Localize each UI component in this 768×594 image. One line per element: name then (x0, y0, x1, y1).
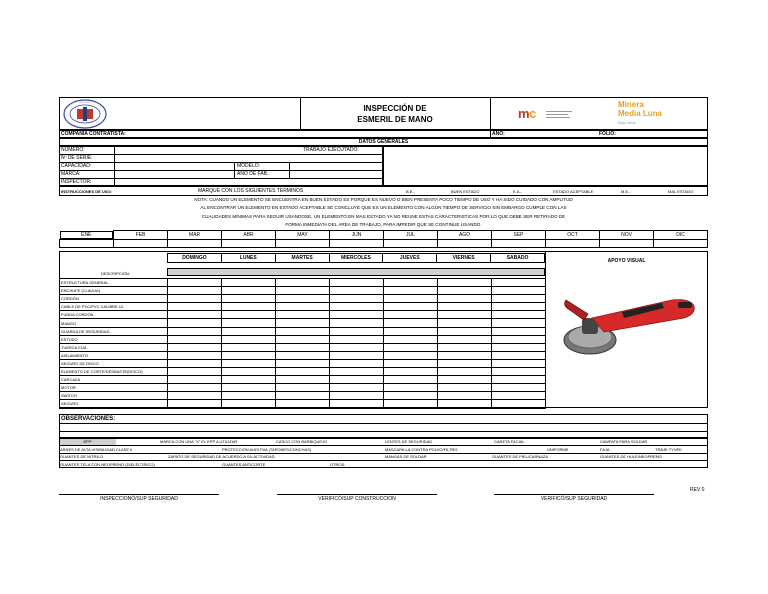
item-label: ESTRUCTURA GENERAL (60, 279, 168, 287)
epp-otros[interactable]: OTROS: (330, 461, 346, 467)
table-row (60, 368, 546, 376)
month-nov[interactable]: NOV (600, 231, 654, 240)
item-day-cell[interactable] (222, 400, 276, 408)
svg-text:c: c (529, 106, 537, 121)
item-day-cell[interactable] (384, 351, 438, 359)
epp-label: EPP (83, 439, 92, 444)
note-line-3: CUALIDADES MÍNIMAS PARA SEGUIR USANDOSE, UN ELEMENTO EN MAS ESTADO YA NO REUNE ESTAS CARACTERISTICAS POR LO QUE DEBE SER RETIRADO DE (201, 213, 566, 219)
table-row (60, 351, 546, 359)
brand-sub: Bajo Nivel (618, 120, 637, 125)
epp-mascarilla[interactable]: MASCARILLA CONTRA POLVO/FILTRO (385, 446, 458, 452)
epp-campata[interactable]: CAMPATA PARA SOLDAR (600, 439, 648, 444)
svg-text:m: m (518, 106, 530, 121)
item-label: TUERCA FIJA (60, 343, 168, 351)
day-miercoles: MIERCOLES (329, 254, 383, 263)
item-day-cell[interactable] (492, 400, 546, 408)
item-day-cell[interactable] (276, 295, 330, 303)
table-row (60, 287, 546, 295)
item-label: FUNDA CORDÓN (60, 311, 168, 319)
item-day-cell[interactable] (222, 287, 276, 295)
inspector-label: INSPECTOR: (61, 179, 92, 185)
folio-label: FOLIO: (599, 131, 616, 137)
item-day-cell[interactable] (438, 368, 492, 376)
item-day-cell[interactable] (438, 359, 492, 367)
day-martes: MARTES (275, 254, 329, 263)
signature-inspecciono[interactable]: INSPECCIONÓ/SUP SEGURIDAD (100, 496, 178, 502)
item-label: ENCHUFE (CLAVIJA) (60, 287, 168, 295)
item-day-cell[interactable] (276, 335, 330, 343)
table-row (60, 295, 546, 303)
item-day-cell[interactable] (492, 311, 546, 319)
epp-uniforme[interactable]: UNIFORME (547, 446, 569, 452)
instructions-row (59, 186, 708, 196)
item-day-cell[interactable] (330, 368, 384, 376)
month-jul[interactable]: JUL (384, 231, 438, 240)
item-day-cell[interactable] (330, 400, 384, 408)
item-day-cell[interactable] (222, 335, 276, 343)
item-day-cell[interactable] (222, 384, 276, 392)
item-day-cell[interactable] (330, 335, 384, 343)
table-row (60, 376, 546, 384)
table-row (60, 392, 546, 400)
item-day-cell[interactable] (384, 384, 438, 392)
item-day-cell[interactable] (438, 279, 492, 287)
month-mar[interactable]: MAR (168, 231, 222, 240)
angle-grinder-image (552, 288, 702, 368)
table-row (60, 279, 546, 287)
item-label: GUARDA DE SEGURIDAD (60, 327, 168, 335)
item-day-cell[interactable] (168, 279, 222, 287)
revision-label: REV 0 (690, 487, 705, 493)
item-day-cell[interactable] (168, 359, 222, 367)
item-day-cell[interactable] (276, 287, 330, 295)
item-day-cell[interactable] (438, 376, 492, 384)
item-day-cell[interactable] (438, 311, 492, 319)
items-table (59, 278, 545, 409)
item-day-cell[interactable] (492, 343, 546, 351)
item-day-cell[interactable] (222, 343, 276, 351)
item-day-cell[interactable] (492, 368, 546, 376)
item-day-cell[interactable] (330, 359, 384, 367)
item-label: CARCAZA (60, 376, 168, 384)
instructions-label: INSTRUCCIONES DE USO: (61, 188, 112, 194)
legend-me-code: M.E.- (621, 188, 631, 194)
day-lunes: LUNES (221, 254, 275, 263)
item-day-cell[interactable] (276, 376, 330, 384)
month-ene[interactable]: ENE (60, 231, 114, 239)
legend-be-code: B.E.- (406, 188, 415, 194)
item-day-cell[interactable] (222, 368, 276, 376)
epp-lentes[interactable]: LENTES DE SEGURIDAD (385, 439, 433, 444)
item-day-cell[interactable] (438, 384, 492, 392)
item-day-cell[interactable] (438, 287, 492, 295)
item-day-cell[interactable] (330, 392, 384, 400)
item-day-cell[interactable] (330, 343, 384, 351)
item-day-cell[interactable] (276, 384, 330, 392)
item-day-cell[interactable] (438, 392, 492, 400)
epp-nitrilo[interactable]: GUANTES DE NITRILO (60, 454, 103, 459)
item-day-cell[interactable] (168, 295, 222, 303)
item-day-cell[interactable] (168, 287, 222, 295)
item-day-cell[interactable] (330, 295, 384, 303)
epp-hule[interactable]: GUANTES DE HULE/NEOPRENO (600, 454, 662, 459)
item-day-cell[interactable] (438, 335, 492, 343)
item-day-cell[interactable] (276, 368, 330, 376)
marca-label: MARCA: (61, 171, 81, 177)
table-row (60, 303, 546, 311)
month-sep[interactable]: SEP (492, 231, 546, 240)
item-day-cell[interactable] (276, 311, 330, 319)
month-jun[interactable]: JUN (330, 231, 384, 240)
title-line-1: INSPECCIÓN DE (363, 104, 427, 113)
months-row (59, 230, 708, 246)
item-day-cell[interactable] (330, 311, 384, 319)
table-row (60, 400, 546, 408)
modelo-label: MODELO: (237, 163, 261, 169)
table-row (60, 343, 546, 351)
item-day-cell[interactable] (222, 376, 276, 384)
item-day-cell[interactable] (168, 335, 222, 343)
item-label: MOTOR (60, 384, 168, 392)
trabajo-label: TRABAJO EJECUTADO: (303, 147, 359, 153)
item-day-cell[interactable] (384, 392, 438, 400)
item-label: SEGURO (60, 400, 168, 408)
item-day-cell[interactable] (168, 368, 222, 376)
item-day-cell[interactable] (168, 303, 222, 311)
table-row (60, 327, 546, 335)
item-label: ELEMENTO DE CORTE/DESBASTE(DISCO) (60, 368, 168, 376)
item-day-cell[interactable] (222, 351, 276, 359)
item-day-cell[interactable] (222, 319, 276, 327)
document-title (300, 101, 490, 127)
legend-ea-text: ESTADO ACEPTABLE (553, 188, 594, 194)
table-row (60, 319, 546, 327)
item-day-cell[interactable] (330, 279, 384, 287)
item-label: CORDÓN (60, 295, 168, 303)
item-day-cell[interactable] (384, 303, 438, 311)
epp-table (59, 438, 708, 468)
apoyo-visual-label: APOYO VISUAL (607, 258, 646, 264)
item-label: AISLAMIENTO (60, 351, 168, 359)
item-day-cell[interactable] (438, 351, 492, 359)
title-line-2: ESMERIL DE MANO (357, 115, 433, 124)
epp-anticorte[interactable]: GUANTES ANTICORTE (222, 461, 266, 467)
month-oct[interactable]: OCT (546, 231, 600, 240)
item-day-cell[interactable] (492, 287, 546, 295)
numero-label: NUMERO: (61, 147, 85, 153)
item-day-cell[interactable] (384, 400, 438, 408)
item-day-cell[interactable] (384, 359, 438, 367)
epp-mangas[interactable]: MANGAS DE SOLDAR (385, 454, 427, 459)
brand-name-1: Minera (618, 100, 644, 109)
item-day-cell[interactable] (222, 359, 276, 367)
item-label: SEGURO DE DISCO (60, 359, 168, 367)
item-day-cell[interactable] (384, 376, 438, 384)
day-viernes: VIERNES (437, 254, 491, 263)
item-day-cell[interactable] (168, 319, 222, 327)
item-day-cell[interactable] (492, 351, 546, 359)
legend-ea-code: E.A.- (513, 188, 522, 194)
item-day-cell[interactable] (438, 343, 492, 351)
legend-be-text: BUEN ESTADO (451, 188, 480, 194)
item-day-cell[interactable] (330, 303, 384, 311)
item-day-cell[interactable] (276, 319, 330, 327)
item-label: MANGO (60, 319, 168, 327)
epp-zapato[interactable]: ZAPATO DE SEGURIDAD DE ACUERDO A SU ACTIVIDAD (168, 454, 275, 459)
capacidad-label: CAPACIDAD: (61, 163, 92, 169)
instructions-marque: MARQUE CON LOS SIGUIENTES TERMINOS (198, 188, 304, 194)
item-day-cell[interactable] (276, 351, 330, 359)
svg-text:• • • • • •: • • • • • • (79, 100, 91, 104)
item-label: CABLE DE PVC/PVC CALIBRE 12 (60, 303, 168, 311)
item-day-cell[interactable] (168, 384, 222, 392)
item-day-cell[interactable] (492, 319, 546, 327)
item-day-cell[interactable] (168, 351, 222, 359)
mc-logo (516, 104, 576, 124)
item-day-cell[interactable] (384, 335, 438, 343)
item-label: SWITCH (60, 392, 168, 400)
datos-generales-header: DATOS GENERALES (59, 138, 708, 146)
epp-casco[interactable]: CASCO CON BARBIQUEJO (276, 439, 328, 444)
month-ago[interactable]: AGO (438, 231, 492, 240)
item-day-cell[interactable] (276, 279, 330, 287)
item-day-cell[interactable] (492, 279, 546, 287)
month-may[interactable]: MAY (276, 231, 330, 240)
item-day-cell[interactable] (222, 311, 276, 319)
item-day-cell[interactable] (276, 303, 330, 311)
item-day-cell[interactable] (168, 376, 222, 384)
item-day-cell[interactable] (330, 287, 384, 295)
item-day-cell[interactable] (384, 279, 438, 287)
item-day-cell[interactable] (222, 295, 276, 303)
item-day-cell[interactable] (222, 327, 276, 335)
item-day-cell[interactable] (276, 327, 330, 335)
item-day-cell[interactable] (438, 303, 492, 311)
item-day-cell[interactable] (492, 392, 546, 400)
item-day-cell[interactable] (168, 311, 222, 319)
item-day-cell[interactable] (168, 392, 222, 400)
instructions-note (59, 196, 708, 230)
item-day-cell[interactable] (276, 400, 330, 408)
item-day-cell[interactable] (492, 335, 546, 343)
month-dic[interactable]: DIC (654, 231, 708, 240)
item-day-cell[interactable] (276, 392, 330, 400)
item-day-cell[interactable] (330, 384, 384, 392)
descripcion-label: DESCRIPCIÓN: (101, 271, 130, 276)
epp-tela[interactable]: GUANTES TELA CON NEOPRENO (DIELÉCTRICO) (60, 461, 155, 467)
item-day-cell[interactable] (222, 392, 276, 400)
item-day-cell[interactable] (168, 327, 222, 335)
epp-arnes[interactable]: ARNÉS DE ALTA VISIBILIDAD CLASE II (60, 446, 133, 452)
item-day-cell[interactable] (384, 287, 438, 295)
day-jueves: JUEVES (383, 254, 437, 263)
item-day-cell[interactable] (438, 327, 492, 335)
brand-logo (618, 100, 688, 130)
item-day-cell[interactable] (330, 319, 384, 327)
days-header (167, 253, 545, 262)
item-day-cell[interactable] (492, 376, 546, 384)
table-row (60, 335, 546, 343)
item-day-cell[interactable] (330, 376, 384, 384)
item-day-cell[interactable] (168, 400, 222, 408)
month-abr[interactable]: ABR (222, 231, 276, 240)
anio-fab-label: AÑO DE FAB.: (237, 171, 270, 177)
note-line-2: AL ENCONTRAR UN ELEMENTO EN ESTADO ACEPTABLE SE CONCLUYE QUE ES UN ELEMENTO CON ALGÚN TIEMPO DE SERVICIO SIN EMBARGO CUMPLE CON LAS (200, 205, 567, 211)
item-day-cell[interactable] (438, 319, 492, 327)
observaciones-frame (59, 414, 708, 438)
item-day-cell[interactable] (492, 295, 546, 303)
description-gray-band (167, 268, 545, 276)
table-row (60, 311, 546, 319)
compania-label: COMPAÑÍA CONTRATISTA: (61, 131, 126, 137)
item-day-cell[interactable] (276, 343, 330, 351)
item-day-cell[interactable] (384, 295, 438, 303)
item-day-cell[interactable] (222, 303, 276, 311)
item-label: ESTUDO (60, 335, 168, 343)
day-domingo: DOMINGO (168, 254, 222, 263)
epp-marca: MARCA CON UNA "X" EL EPP A UTILIZAR (160, 439, 238, 444)
anio-label: AÑO: (492, 131, 505, 137)
month-feb[interactable]: FEB (114, 231, 168, 240)
item-day-cell[interactable] (222, 279, 276, 287)
table-row (60, 384, 546, 392)
item-day-cell[interactable] (384, 327, 438, 335)
item-day-cell[interactable] (384, 343, 438, 351)
item-day-cell[interactable] (276, 359, 330, 367)
epp-faja[interactable]: FAJA (600, 446, 610, 452)
item-day-cell[interactable] (492, 384, 546, 392)
item-day-cell[interactable] (492, 359, 546, 367)
note-line-1: NOTA: CUANDO UN ELEMENTO SE ENCUENTRA EN BUEN ESTADO ES PORQUE ES NUEVO O BIEN PRESENTA POCO TIEMPO DE USO Y HA SIDO CUIDADO CON AMPLITUD (194, 197, 573, 202)
item-day-cell[interactable] (492, 303, 546, 311)
day-sabado: SABADO (491, 254, 545, 263)
item-day-cell[interactable] (438, 400, 492, 408)
brand-name-2: Media Luna (618, 109, 663, 118)
epp-traje[interactable]: TRAJE TYVEK (655, 446, 682, 452)
company-seal-logo (62, 99, 108, 129)
general-data-grid (59, 146, 708, 186)
item-day-cell[interactable] (384, 319, 438, 327)
item-day-cell[interactable] (492, 327, 546, 335)
item-day-cell[interactable] (168, 343, 222, 351)
observaciones-label[interactable]: OBSERVACIONES: (61, 415, 116, 422)
item-day-cell[interactable] (330, 351, 384, 359)
item-day-cell[interactable] (330, 327, 384, 335)
item-day-cell[interactable] (438, 295, 492, 303)
epp-piel[interactable]: GUANTES DE PIEL/CARNAZA (492, 454, 549, 459)
item-day-cell[interactable] (384, 368, 438, 376)
serie-label: Nº DE SERIE: (61, 155, 93, 161)
signature-verifico-seguridad[interactable]: VERIFICÓ/SUP SEGURIDAD (540, 496, 608, 502)
signature-verifico-construccion[interactable]: VERIFICÓ/SUP CONSTRUCCION (318, 496, 396, 502)
table-row (60, 359, 546, 367)
legend-me-text: MAL ESTADO (668, 188, 694, 194)
note-line-4: FORMA INMEDIATA DEL ÁREA DE TRABAJO, PARA IMPEDIR QUE SE CONTINUE USANDO. (285, 222, 482, 228)
epp-auditiva[interactable]: PROTECCIÓN AUDITIVA (TAPONES/CONCHAS) (222, 446, 312, 452)
epp-careta[interactable]: CARETA FACIAL (494, 439, 525, 444)
item-day-cell[interactable] (384, 311, 438, 319)
